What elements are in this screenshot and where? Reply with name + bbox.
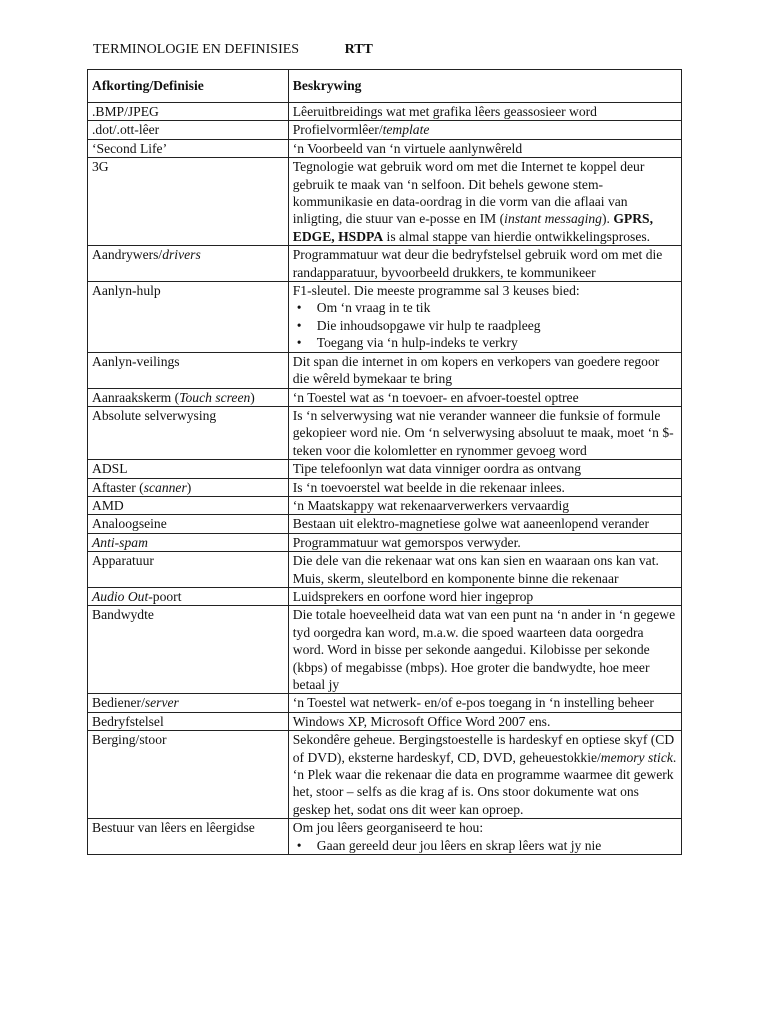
term-cell: AMD [88,496,289,514]
term-cell: Audio Out-poort [88,587,289,605]
term-cell: Aandrywers/drivers [88,246,289,282]
table-row [88,388,682,406]
list-item: • Om ‘n vraag in te tik [293,299,677,316]
table-row [88,103,682,121]
bullet-list [293,837,677,854]
table-row [88,158,682,246]
term-cell: Aanlyn-veilings [88,352,289,388]
term-cell: Anti-spam [88,533,289,551]
term-cell: 3G [88,158,289,246]
description-cell: Windows XP, Microsoft Office Word 2007 ens. [288,712,681,730]
table-row [88,406,682,459]
list-item: • Gaan gereeld deur jou lêers en skrap lêers wat jy nie [293,837,677,854]
description-cell: ‘n Toestel wat as ‘n toevoer- en afvoer-toestel optree [288,388,681,406]
table-row [88,533,682,551]
description-cell: Programmatuur wat deur die bedryfstelsel gebruik word om met die randapparatuur, byvoorbeeld drukkers, te kommunikeer [288,246,681,282]
table-header-row [88,70,682,103]
description-cell: F1-sleutel. Die meeste programme sal 3 keuses bied: • Om ‘n vraag in te tik • Die inhoudsopgawe vir hulp te raadpleeg • Toegang via ‘n hulp-indeks te verkry [288,282,681,353]
table-row [88,694,682,712]
table-row [88,246,682,282]
table-row [88,731,682,819]
table-row [88,496,682,514]
term-cell: ADSL [88,460,289,478]
description-cell: Is ‘n toevoerstel wat beelde in die rekenaar inlees. [288,478,681,496]
table-row [88,478,682,496]
description-cell: ‘n Voorbeeld van ‘n virtuele aanlynwêreld [288,139,681,157]
description-cell: ‘n Maatskappy wat rekenaarverwerkers vervaardig [288,496,681,514]
term-cell: Aanraakskerm (Touch screen) [88,388,289,406]
term-cell: Bedryfstelsel [88,712,289,730]
term-cell: Aftaster (scanner) [88,478,289,496]
term-cell: Aanlyn-hulp [88,282,289,353]
list-item: • Die inhoudsopgawe vir hulp te raadpleeg [293,317,677,334]
description-cell: Lêeruitbreidings wat met grafika lêers geassosieer word [288,103,681,121]
table-row [88,606,682,694]
description-cell: Sekondêre geheue. Bergingstoestelle is hardeskyf en optiese skyf (CD of DVD), eksterne hardeskyf, CD, DVD, geheuestokkie/memory stick. ‘n Plek waar die rekenaar die data en programme waarmee dit gewerk het, stoor – selfs as die krag af is. Ons stoor dokumente wat ons geskep het, sodat ons dit weer kan oproep. [288,731,681,819]
description-cell: Profielvormlêer/template [288,121,681,139]
description-cell: Dit span die internet in om kopers en verkopers van goedere regoor die wêreld bymekaar te bring [288,352,681,388]
list-item: • Toegang via ‘n hulp-indeks te verkry [293,334,677,351]
terminology-table [87,69,682,855]
term-cell: Bandwydte [88,606,289,694]
table-row [88,121,682,139]
term-cell: Bestuur van lêers en lêergidse [88,819,289,855]
table-row [88,139,682,157]
document-title: TERMINOLOGIE EN DEFINISIES [93,42,300,57]
term-cell: .BMP/JPEG [88,103,289,121]
bullet-list [293,299,677,351]
table-row [88,552,682,588]
table-row [88,460,682,478]
term-cell: .dot/.ott-lêer [88,121,289,139]
column-header-term: Afkorting/Definisie [88,70,289,103]
description-cell: Luidsprekers en oorfone word hier ingeprop [288,587,681,605]
table-row [88,352,682,388]
term-cell: ‘Second Life’ [88,139,289,157]
term-cell: Apparatuur [88,552,289,588]
table-row [88,282,682,353]
table-row [88,819,682,855]
description-cell: Bestaan uit elektro-magnetiese golwe wat aaneenlopend verander [288,515,681,533]
term-cell: Absolute selverwysing [88,406,289,459]
description-cell: Tegnologie wat gebruik word om met die Internet te koppel deur gebruik te maak van ‘n selfoon. Dit behels gewone stem-kommunikasie en data-oordrag in die vorm van die aflaai van inligting, die stuur van e-posse en IM (instant messaging). GPRS, EDGE, HSDPA is almal stappe van hierdie ontwikkelingsproses. [288,158,681,246]
description-cell: ‘n Toestel wat netwerk- en/of e-pos toegang in ‘n instelling beheer [288,694,681,712]
term-cell: Analoogseine [88,515,289,533]
description-cell: Die dele van die rekenaar wat ons kan sien en waaraan ons kan vat. Muis, skerm, sleutelbord en komponente binne die rekenaar [288,552,681,588]
column-header-description: Beskrywing [288,70,681,103]
table-row [88,587,682,605]
document-header [93,42,373,58]
term-cell: Berging/stoor [88,731,289,819]
document-code: RTT [344,42,373,57]
description-cell: Om jou lêers georganiseerd te hou: • Gaan gereeld deur jou lêers en skrap lêers wat jy nie [288,819,681,855]
description-cell: Is ‘n selverwysing wat nie verander wanneer die funksie of formule gekopieer word nie. Om ‘n selverwysing absoluut te maak, moet ‘n $-teken voor die kolomletter en rynommer gevoeg word [288,406,681,459]
description-cell: Programmatuur wat gemorspos verwyder. [288,533,681,551]
table-row [88,515,682,533]
description-cell: Die totale hoeveelheid data wat van een punt na ‘n ander in ‘n gegewe tyd oorgedra kan word, m.a.w. die spoed waarteen data oorgedra word. Word in bisse per sekonde aangedui. Kilobisse per sekonde (kbps) of megabisse (mbps). Hoe groter die bandwydte, hoe meer betaal jy [288,606,681,694]
term-cell: Bediener/server [88,694,289,712]
table-row [88,712,682,730]
description-cell: Tipe telefoonlyn wat data vinniger oordra as ontvang [288,460,681,478]
